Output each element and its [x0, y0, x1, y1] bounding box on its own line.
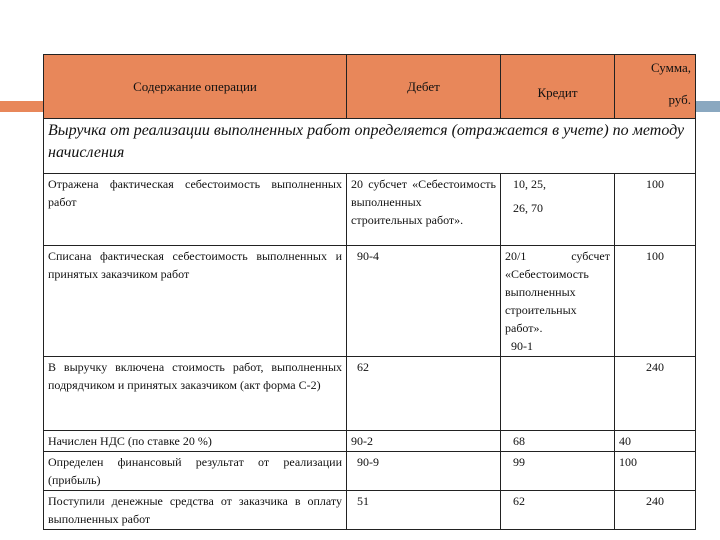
section-row: [44, 119, 696, 174]
section-title: Выручка от реализации выполненных работ определяется (отражается в учете) по методу начисления: [44, 119, 696, 174]
row-credit-line2: 26, 70: [513, 201, 543, 215]
row-content: Отражена фактическая себестоимость выполненных работ: [44, 174, 347, 246]
header-sum: [615, 55, 696, 119]
row-credit-line1: 10, 25,: [513, 177, 546, 191]
operations-table: [43, 54, 696, 530]
header-sum-line1: Сумма,: [650, 60, 691, 75]
row-debit: 51: [347, 491, 501, 530]
row-sum: 100: [615, 246, 696, 357]
table-row: [44, 357, 696, 431]
row-sum: 100: [615, 452, 696, 491]
row-credit: [501, 357, 615, 431]
header-debit: Дебет: [347, 55, 501, 119]
row-content: Начислен НДС (по ставке 20 %): [44, 431, 347, 452]
row-debit: 62: [347, 357, 501, 431]
row-content: Определен финансовый результат от реализации (прибыль): [44, 452, 347, 491]
row-debit: 90-4: [347, 246, 501, 357]
row-sum: 240: [615, 491, 696, 530]
table-row: [44, 246, 696, 357]
header-content: Содержание операции: [44, 55, 347, 119]
header-row: [44, 55, 696, 119]
header-sum-line2: руб.: [668, 92, 691, 107]
table-row: [44, 431, 696, 452]
row-credit-text: 20/1 субсчет «Себестоимость выполненных строительных работ».: [505, 249, 610, 335]
row-credit: 68: [501, 431, 615, 452]
row-credit: 99: [501, 452, 615, 491]
row-debit: 20 субсчет «Себестоимость выполненных строительных работ».: [347, 174, 501, 246]
header-credit: Кредит: [501, 55, 615, 119]
accent-bar-left: [0, 101, 43, 112]
row-credit: 62: [501, 491, 615, 530]
row-content: Списана фактическая себестоимость выполненных и принятых заказчиком работ: [44, 246, 347, 357]
row-debit: 90-2: [347, 431, 501, 452]
row-content: Поступили денежные средства от заказчика в оплату выполненных работ: [44, 491, 347, 530]
table-row: [44, 491, 696, 530]
row-credit-extra: 90-1: [511, 339, 533, 353]
row-sum: 240: [615, 357, 696, 431]
row-content: В выручку включена стоимость работ, выполненных подрядчиком и принятых заказчиком (акт форма С-2): [44, 357, 347, 431]
row-sum: 40: [615, 431, 696, 452]
row-sum: 100: [615, 174, 696, 246]
table-row: [44, 452, 696, 491]
accent-bar-right: [695, 101, 720, 112]
row-credit: [501, 174, 615, 246]
table-row: [44, 174, 696, 246]
row-debit: 90-9: [347, 452, 501, 491]
row-credit: [501, 246, 615, 357]
